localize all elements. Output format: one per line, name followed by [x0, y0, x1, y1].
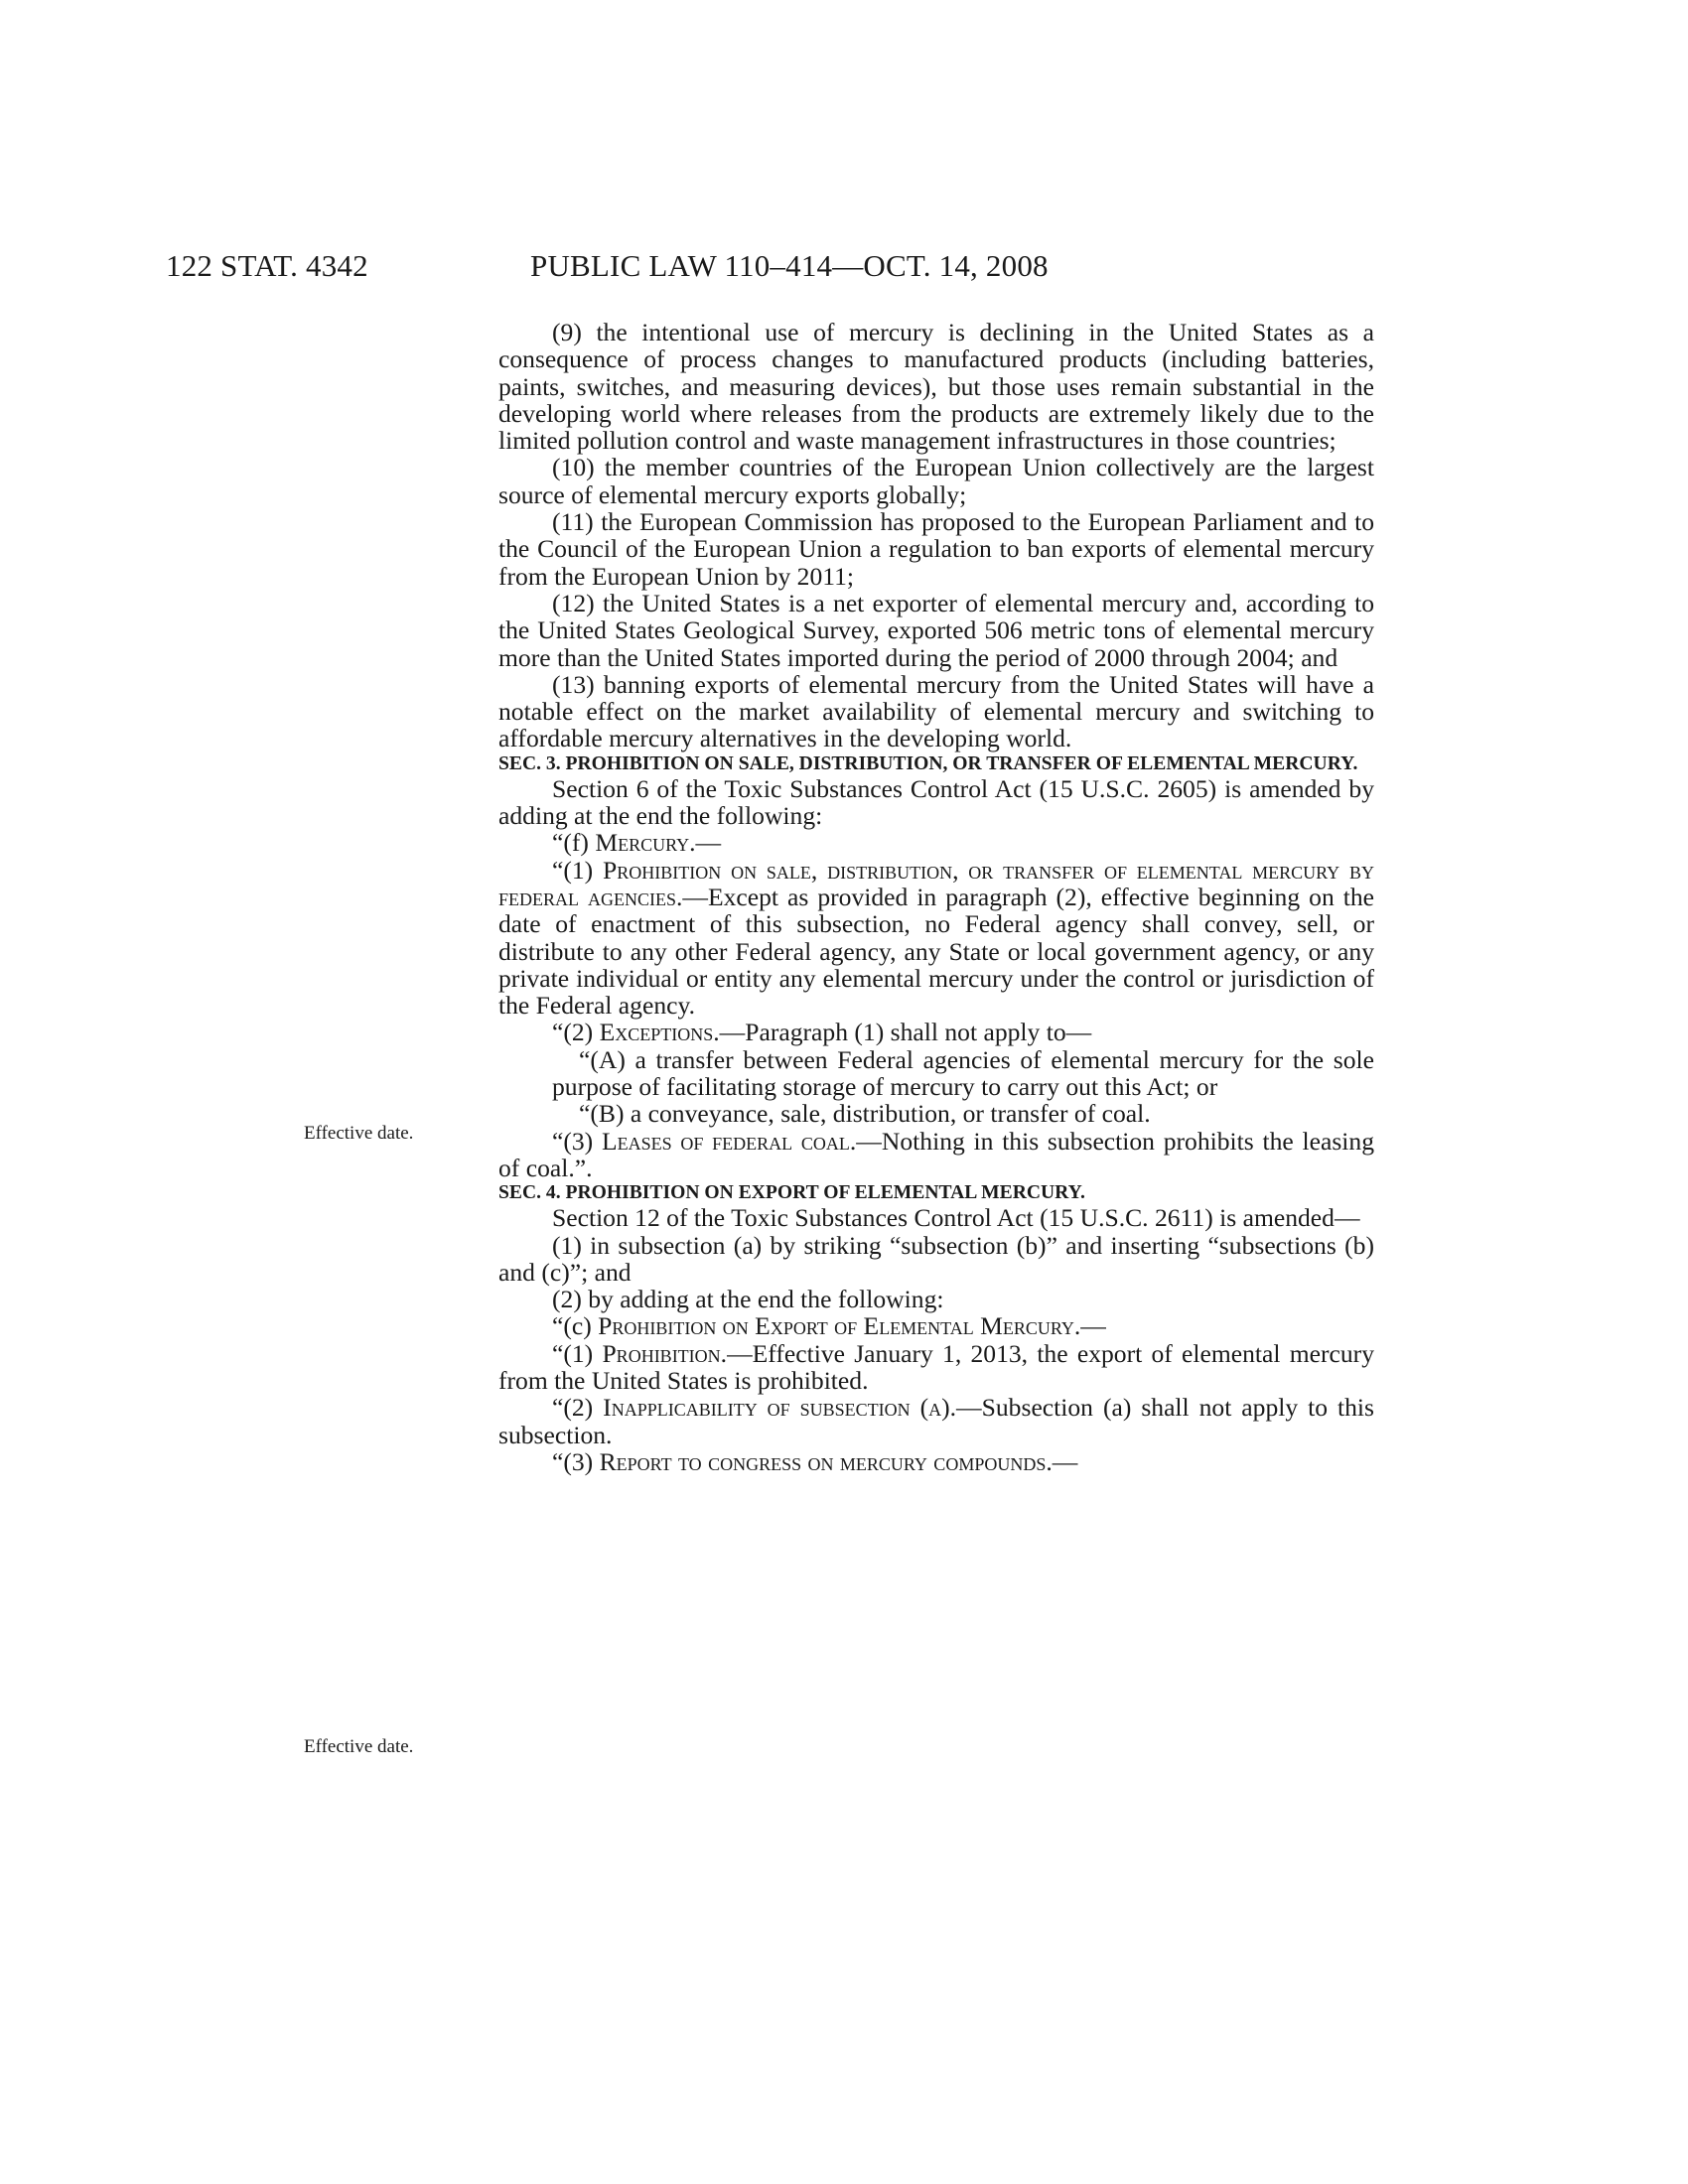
finding-paragraph-9: (9) the intentional use of mercury is declining in the United States as a consequence of process changes to manufactured products (including batteries, paints, switches, and measuring devices), but those uses remain substantial in the developing world where releases from the products are extremely likely due to the limited pollution control and waste management infrastructures in those countries;: [498, 318, 1374, 456]
section-4-intro: Section 12 of the Toxic Substances Control Act (15 U.S.C. 2611) is amended—: [552, 1203, 1360, 1233]
subsection-f-heading: “(f) Mercury.—: [552, 828, 722, 858]
amendment-item-1: (1) in subsection (a) by striking “subsection (b)” and inserting “subsections (b) and (c)”; and: [498, 1230, 1374, 1287]
finding-paragraph-12: (12) the United States is a net exporter of elemental mercury and, according to the United States Geological Survey, exported 506 metric tons of elemental mercury more than the United States imported during the period of 2000 through 2004; and: [498, 588, 1374, 672]
statute-citation: 122 STAT. 4342: [166, 248, 368, 283]
amendment-item-2: (2) by adding at the end the following:: [552, 1285, 944, 1314]
section-4-heading: SEC. 4. PROHIBITION ON EXPORT OF ELEMENTAL MERCURY.: [498, 1182, 1085, 1204]
margin-note-effective-date-2: Effective date.: [304, 1736, 414, 1757]
paragraph-c3: “(3) Report to congress on mercury compounds.—: [552, 1446, 1078, 1476]
finding-paragraph-10: (10) the member countries of the European Union collectively are the largest source of elemental mercury exports globally;: [498, 453, 1374, 509]
paragraph-c2: “(2) Inapplicability of subsection (a).—Subsection (a) shall not apply to this subsection.: [498, 1393, 1374, 1449]
subsection-c-heading: “(c) Prohibition on Export of Elemental Mercury.—: [552, 1311, 1106, 1341]
paragraph-f3: “(3) Leases of federal coal.—Nothing in this subsection prohibits the leasing of coal.”.: [498, 1126, 1375, 1182]
finding-paragraph-11: (11) the European Commission has proposed to the European Parliament and to the Council of the European Union a regulation to ban exports of elemental mercury from the European Union by 2011;: [498, 507, 1374, 591]
subparagraph-fA: “(A) a transfer between Federal agencies of elemental mercury for the sole purpose of facilitating storage of mercury to carry out this Act; or: [552, 1044, 1374, 1102]
margin-note-effective-date-1: Effective date.: [304, 1123, 414, 1144]
subparagraph-fB: “(B) a conveyance, sale, distribution, or transfer of coal.: [579, 1099, 1151, 1129]
paragraph-c1: “(1) Prohibition.—Effective January 1, 2013, the export of elemental mercury from the United States is prohibited.: [498, 1338, 1374, 1395]
section-3-heading: SEC. 3. PROHIBITION ON SALE, DISTRIBUTION, OR TRANSFER OF ELEMENTAL MERCURY.: [498, 752, 1358, 774]
section-3-intro: Section 6 of the Toxic Substances Control Act (15 U.S.C. 2605) is amended by adding at the end the following:: [498, 773, 1374, 831]
public-law-title: PUBLIC LAW 110–414—OCT. 14, 2008: [530, 248, 1049, 283]
document-body: [498, 319, 1374, 1475]
paragraph-f2: “(2) Exceptions.—Paragraph (1) shall not apply to—: [552, 1018, 1092, 1047]
finding-paragraph-13: (13) banning exports of elemental mercury from the United States will have a notable effect on the market availability of elemental mercury and switching to affordable mercury alternatives in the developing world.: [498, 669, 1374, 753]
paragraph-f1: “(1) Prohibition on sale, distribution, or transfer of elemental mercury by federal agencies.—Except as provided in paragraph (2), effective beginning on the date of enactment of this subsection, no Federal agency shall convey, sell, or distribute to any other Federal agency, any State or local government agency, or any private individual or entity any elemental mercury under the control or jurisdiction of the Federal agency.: [498, 855, 1375, 1021]
